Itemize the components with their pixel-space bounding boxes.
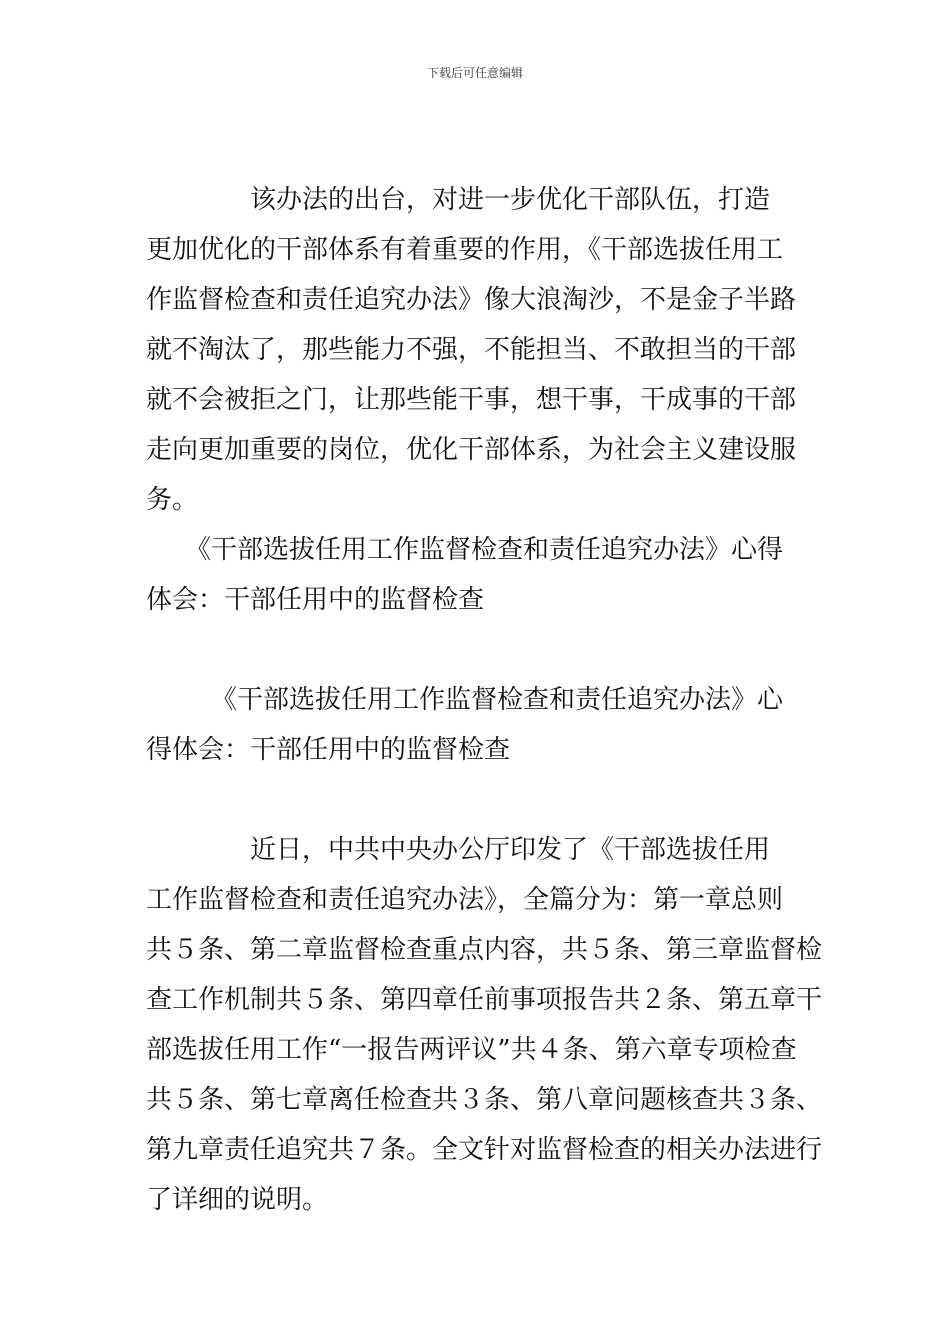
text-line: 走向更加重要的岗位，优化干部体系，为社会主义建设服	[146, 435, 797, 465]
text-line: 部选拔任用工作“一报告两评议”共４条、第六章专项检查	[146, 1035, 797, 1065]
text-line: 作监督检查和责任追究办法》像大浪淘沙，不是金子半路	[146, 285, 797, 315]
section-heading-1	[146, 525, 808, 625]
text-line: 就不淘汰了，那些能力不强，不能担当、不敢担当的干部	[146, 335, 797, 365]
section-heading-2	[146, 675, 808, 775]
paragraph-regulation-structure	[146, 825, 823, 1225]
text-line: 就不会被拒之门，让那些能干事，想干事，干成事的干部	[146, 385, 797, 415]
page-header: 下载后可任意编辑	[426, 66, 523, 80]
text-line: 更加优化的干部体系有着重要的作用，《干部选拔任用工	[146, 235, 784, 265]
text-line: 查工作机制共５条、第四章任前事项报告共２条、第五章干	[146, 985, 823, 1015]
text-line: 务。	[146, 485, 199, 515]
text-line: 该办法的出台，对进一步优化干部队伍，打造	[146, 185, 771, 215]
text-line: 工作监督检查和责任追究办法》，全篇分为：第一章总则	[146, 885, 784, 915]
text-line: 共５条、第二章监督检查重点内容，共５条、第三章监督检	[146, 935, 823, 965]
heading-line: 《干部选拔任用工作监督检查和责任追究办法》心得	[146, 535, 784, 565]
text-line: 共５条、第七章离任检查共３条、第八章问题核查共３条、	[146, 1085, 823, 1115]
text-line: 了详细的说明。	[146, 1185, 329, 1215]
paragraph-regulation-impact	[146, 175, 808, 525]
heading-line: 《干部选拔任用工作监督检查和责任追究办法》心	[146, 685, 784, 715]
text-line: 第九章责任追究共７条。全文针对监督检查的相关办法进行	[146, 1135, 823, 1165]
heading-line: 体会：干部任用中的监督检查	[146, 585, 485, 615]
heading-line: 得体会：干部任用中的监督检查	[146, 735, 511, 765]
text-line: 近日，中共中央办公厅印发了《干部选拔任用	[146, 835, 771, 865]
